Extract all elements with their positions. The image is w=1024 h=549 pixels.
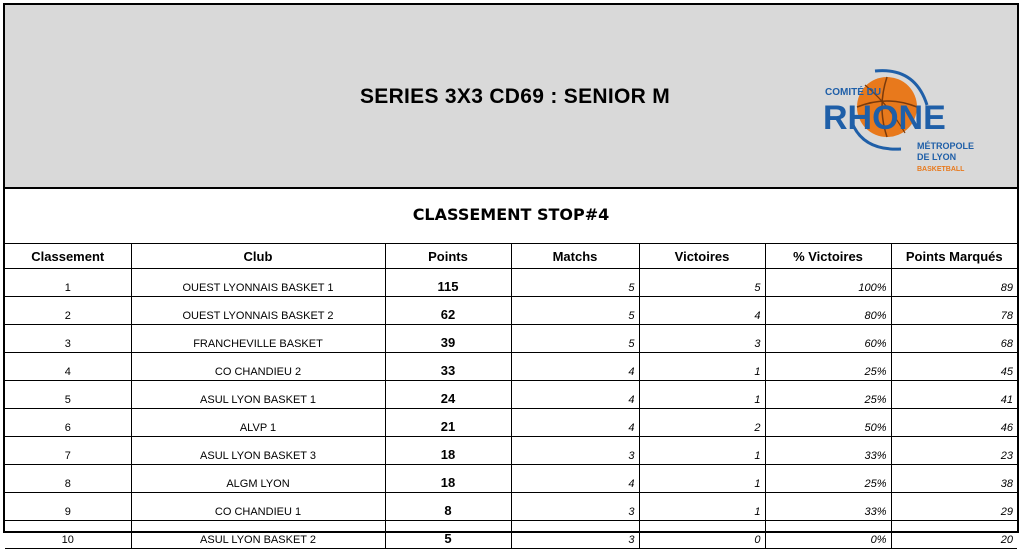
club-cell: ASUL LYON BASKET 1	[131, 381, 385, 409]
club-cell: ASUL LYON BASKET 2	[131, 521, 385, 549]
header-banner	[5, 5, 1017, 189]
rank-cell: 9	[5, 493, 131, 521]
points-cell: 18	[385, 437, 511, 465]
rank-cell: 6	[5, 409, 131, 437]
points-cell: 8	[385, 493, 511, 521]
matchs-cell: 4	[511, 381, 639, 409]
victoires-cell: 5	[639, 269, 765, 297]
logo-line5: BASKETBALL	[917, 166, 965, 173]
matchs-cell: 4	[511, 409, 639, 437]
table-row	[5, 409, 1017, 437]
club-cell: ASUL LYON BASKET 3	[131, 437, 385, 465]
points-marques-cell: 78	[891, 297, 1017, 325]
victoires-cell: 2	[639, 409, 765, 437]
rank-cell: 8	[5, 465, 131, 493]
points-cell: 21	[385, 409, 511, 437]
victoires-cell: 1	[639, 353, 765, 381]
pct-victoires-cell: 0%	[765, 521, 891, 549]
pct-victoires-cell: 80%	[765, 297, 891, 325]
matchs-cell: 3	[511, 493, 639, 521]
victoires-cell: 3	[639, 325, 765, 353]
matchs-cell: 5	[511, 325, 639, 353]
club-cell: CO CHANDIEU 1	[131, 493, 385, 521]
matchs-cell: 3	[511, 521, 639, 549]
table-row	[5, 437, 1017, 465]
table-row	[5, 493, 1017, 521]
points-marques-cell: 38	[891, 465, 1017, 493]
points-cell: 24	[385, 381, 511, 409]
victoires-cell: 0	[639, 521, 765, 549]
club-cell: ALGM LYON	[131, 465, 385, 493]
matchs-cell: 5	[511, 297, 639, 325]
pct-victoires-cell: 25%	[765, 465, 891, 493]
points-cell: 39	[385, 325, 511, 353]
points-marques-cell: 29	[891, 493, 1017, 521]
comite-rhone-logo	[805, 65, 975, 175]
pct-victoires-cell: 50%	[765, 409, 891, 437]
logo-line4: DE LYON	[917, 152, 957, 162]
section-title: CLASSEMENT STOP#4	[412, 205, 610, 224]
page-title: SERIES 3X3 CD69 : SENIOR M	[359, 85, 671, 108]
logo-line2: RHONE	[823, 99, 946, 137]
club-cell: OUEST LYONNAIS BASKET 1	[131, 269, 385, 297]
points-cell: 115	[385, 269, 511, 297]
rank-cell: 2	[5, 297, 131, 325]
table-row	[5, 325, 1017, 353]
matchs-cell: 3	[511, 437, 639, 465]
points-marques-cell: 23	[891, 437, 1017, 465]
column-header-pct-victoires: % Victoires	[765, 244, 891, 269]
logo-line3: MÉTROPOLE	[917, 141, 975, 151]
pct-victoires-cell: 33%	[765, 437, 891, 465]
column-header-victoires: Victoires	[639, 244, 765, 269]
table-row	[5, 465, 1017, 493]
column-header-classement: Classement	[5, 244, 131, 269]
victoires-cell: 1	[639, 465, 765, 493]
rank-cell: 5	[5, 381, 131, 409]
rank-cell: 1	[5, 269, 131, 297]
column-header-points-marques: Points Marqués	[891, 244, 1017, 269]
rank-cell: 4	[5, 353, 131, 381]
matchs-cell: 5	[511, 269, 639, 297]
pct-victoires-cell: 60%	[765, 325, 891, 353]
points-cell: 18	[385, 465, 511, 493]
points-marques-cell: 45	[891, 353, 1017, 381]
table-row	[5, 521, 1017, 549]
matchs-cell: 4	[511, 465, 639, 493]
column-header-club: Club	[131, 244, 385, 269]
pct-victoires-cell: 25%	[765, 353, 891, 381]
points-cell: 5	[385, 521, 511, 549]
victoires-cell: 1	[639, 493, 765, 521]
points-marques-cell: 46	[891, 409, 1017, 437]
club-cell: OUEST LYONNAIS BASKET 2	[131, 297, 385, 325]
victoires-cell: 1	[639, 437, 765, 465]
table-header-row	[5, 244, 1017, 269]
standings-table	[5, 243, 1017, 549]
logo-line1: COMITÉ DU	[825, 87, 882, 98]
club-cell: ALVP 1	[131, 409, 385, 437]
table-row	[5, 269, 1017, 297]
points-marques-cell: 20	[891, 521, 1017, 549]
matchs-cell: 4	[511, 353, 639, 381]
club-cell: FRANCHEVILLE BASKET	[131, 325, 385, 353]
pct-victoires-cell: 100%	[765, 269, 891, 297]
table-row	[5, 353, 1017, 381]
points-marques-cell: 41	[891, 381, 1017, 409]
table-row	[5, 381, 1017, 409]
rank-cell: 3	[5, 325, 131, 353]
victoires-cell: 4	[639, 297, 765, 325]
points-marques-cell: 89	[891, 269, 1017, 297]
pct-victoires-cell: 33%	[765, 493, 891, 521]
victoires-cell: 1	[639, 381, 765, 409]
column-header-points: Points	[385, 244, 511, 269]
rank-cell: 7	[5, 437, 131, 465]
column-header-matchs: Matchs	[511, 244, 639, 269]
club-cell: CO CHANDIEU 2	[131, 353, 385, 381]
pct-victoires-cell: 25%	[765, 381, 891, 409]
table-row	[5, 297, 1017, 325]
points-cell: 33	[385, 353, 511, 381]
points-marques-cell: 68	[891, 325, 1017, 353]
standings-sheet	[3, 3, 1019, 546]
rank-cell: 10	[5, 521, 131, 549]
points-cell: 62	[385, 297, 511, 325]
